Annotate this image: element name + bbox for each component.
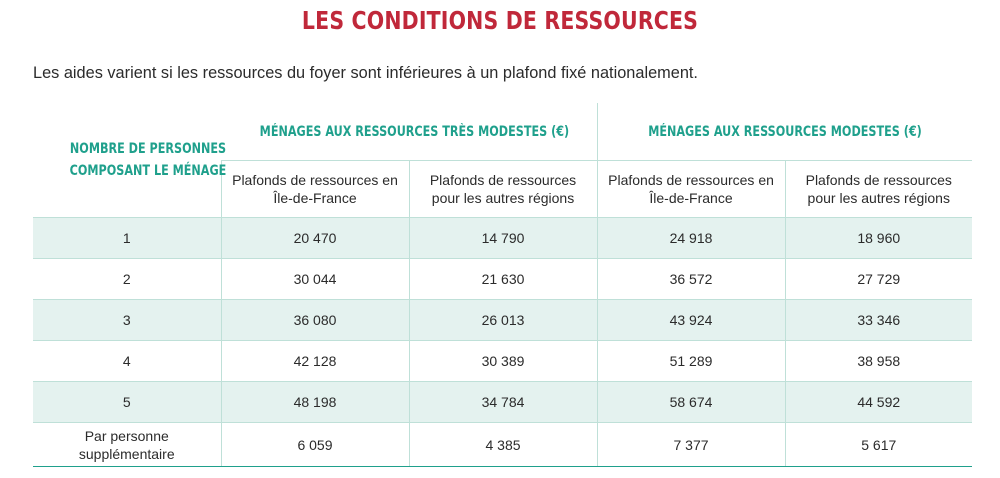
row-label: 4: [33, 341, 221, 382]
modest-group-header: MÉNAGES AUX RESSOURCES MODESTES (€): [597, 103, 972, 161]
table-cell: 44 592: [785, 382, 972, 423]
table-cell: 48 198: [221, 382, 409, 423]
table-cell: 20 470: [221, 218, 409, 259]
sub-header-very-modest-idf: Plafonds de ressources en Île-de-France: [221, 161, 409, 218]
table-cell: 51 289: [597, 341, 785, 382]
table-row: [33, 423, 972, 467]
table-cell: 24 918: [597, 218, 785, 259]
very-modest-group-header: MÉNAGES AUX RESSOURCES TRÈS MODESTES (€): [221, 103, 597, 161]
sub-header-modest-other: Plafonds de ressources pour les autres régions: [785, 161, 972, 218]
table-cell: 18 960: [785, 218, 972, 259]
intro-text: Les aides varient si les ressources du foyer sont inférieures à un plafond fixé nationalement.: [33, 63, 698, 82]
table-cell: 30 389: [409, 341, 597, 382]
table-cell: 42 128: [221, 341, 409, 382]
row-label: 5: [33, 382, 221, 423]
table-cell: 26 013: [409, 300, 597, 341]
row-label: Par personne supplémentaire: [33, 423, 221, 467]
household-size-header: NOMBRE DE PERSONNES COMPOSANT LE MÉNAGE: [69, 141, 227, 179]
table-cell: 36 080: [221, 300, 409, 341]
table-cell: 27 729: [785, 259, 972, 300]
row-label: 2: [33, 259, 221, 300]
table-cell: 30 044: [221, 259, 409, 300]
page-title: LES CONDITIONS DE RESSOURCES: [301, 6, 699, 35]
table-row: [33, 300, 972, 341]
table-cell: 58 674: [597, 382, 785, 423]
table-row: [33, 218, 972, 259]
table-row: [33, 341, 972, 382]
table-row: [33, 382, 972, 423]
table-cell: 36 572: [597, 259, 785, 300]
row-label: 1: [33, 218, 221, 259]
table-cell: 33 346: [785, 300, 972, 341]
sub-header-very-modest-other: Plafonds de ressources pour les autres régions: [409, 161, 597, 218]
table-cell: 14 790: [409, 218, 597, 259]
resources-table: [33, 103, 972, 467]
row-label: 3: [33, 300, 221, 341]
table-cell: 6 059: [221, 423, 409, 467]
table-cell: 5 617: [785, 423, 972, 467]
table-cell: 21 630: [409, 259, 597, 300]
table-row: [33, 259, 972, 300]
table-cell: 34 784: [409, 382, 597, 423]
sub-header-modest-idf: Plafonds de ressources en Île-de-France: [597, 161, 785, 218]
table-cell: 43 924: [597, 300, 785, 341]
table-cell: 7 377: [597, 423, 785, 467]
table-cell: 4 385: [409, 423, 597, 467]
table-cell: 38 958: [785, 341, 972, 382]
